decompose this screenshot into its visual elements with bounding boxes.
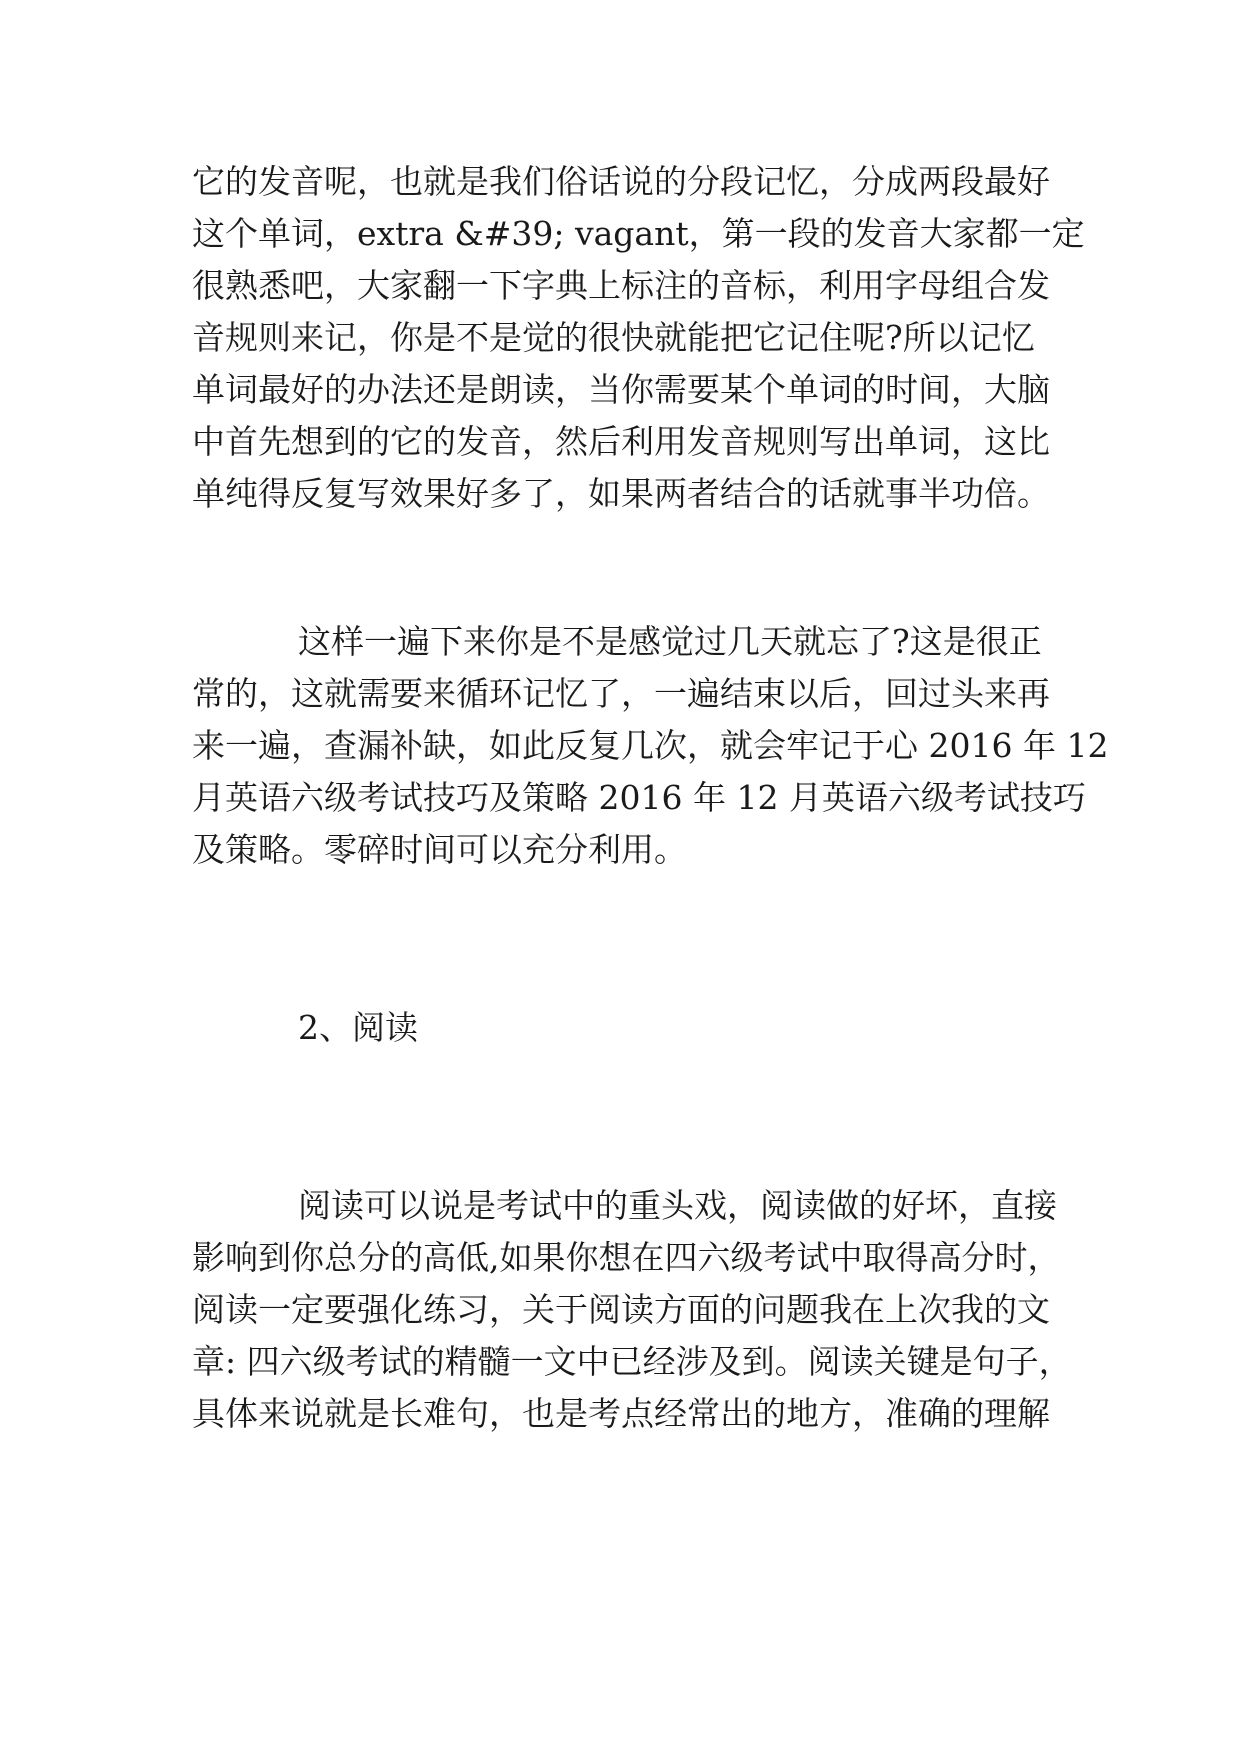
paragraph-2-line-2: 常的，这就需要来循环记忆了，一遍结束以后，回过头来再 [192,674,1050,713]
paragraph-1-line-5: 单词最好的办法还是朗读，当你需要某个单词的时间，大脑 [192,370,1050,409]
paragraph-1-line-4: 音规则来记，你是不是觉的很快就能把它记住呢?所以记忆 [192,318,1035,357]
section-heading: 2、阅读 [298,1008,418,1047]
paragraph-1-line-2: 这个单词，extra &#39; vagant，第一段的发音大家都一定 [192,214,1085,253]
paragraph-3-line-2: 影响到你总分的高低,如果你想在四六级考试中取得高分时， [192,1238,1061,1277]
paragraph-2-line-5: 及策略。零碎时间可以充分利用。 [192,830,687,869]
paragraph-1-line-6: 中首先想到的它的发音，然后利用发音规则写出单词，这比 [192,422,1050,461]
paragraph-3-line-3: 阅读一定要强化练习，关于阅读方面的问题我在上次我的文 [192,1290,1050,1329]
paragraph-2-line-1: 这样一遍下来你是不是感觉过几天就忘了?这是很正 [298,622,1042,661]
paragraph-1-line-3: 很熟悉吧，大家翻一下字典上标注的音标，利用字母组合发 [192,266,1050,305]
paragraph-2-line-3: 来一遍，查漏补缺，如此反复几次，就会牢记于心 2016 年 12 [192,726,1109,765]
paragraph-1-line-7: 单纯得反复写效果好多了，如果两者结合的话就事半功倍。 [192,474,1050,513]
paragraph-1-line-1: 它的发音呢，也就是我们俗话说的分段记忆，分成两段最好 [192,162,1050,201]
paragraph-3-line-5: 具体来说就是长难句，也是考点经常出的地方，准确的理解 [192,1394,1050,1433]
paragraph-3-line-4: 章: 四六级考试的精髓一文中已经涉及到。阅读关键是句子， [192,1342,1072,1381]
paragraph-3-line-1: 阅读可以说是考试中的重头戏，阅读做的好坏，直接 [298,1186,1057,1225]
paragraph-2-line-4: 月英语六级考试技巧及策略 2016 年 12 月英语六级考试技巧 [192,778,1086,817]
